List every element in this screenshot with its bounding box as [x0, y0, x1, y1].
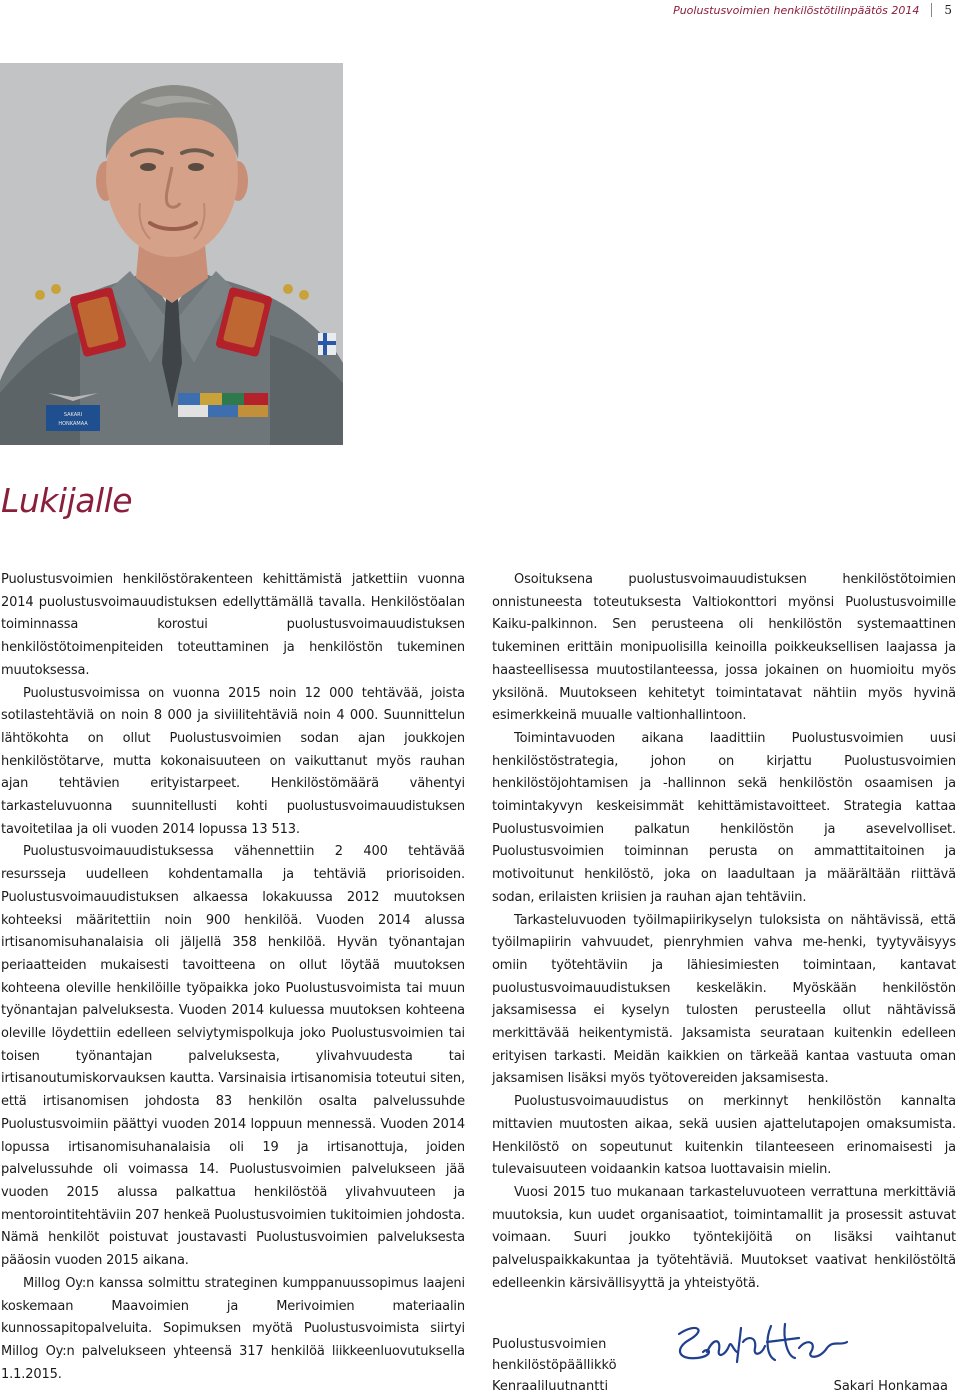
handwritten-signature	[667, 1316, 857, 1376]
paragraph: Vuosi 2015 tuo mukanaan tarkasteluvuoteen verrattuna merkittäviä muutoksia, kun uudet organisaatiot, toimintamallit ja prosessit astuvat voimaan. Suuri joukko työntekijöitä on lisäksi vaihtanut palveluspaikkakuntaa ja työtehtäviä. Muutokset vaativat henkilöstöltä edelleenkin kärsivällisyyttä ja yhteistyötä.	[492, 1184, 956, 1291]
paragraph: Puolustusvoimauudistuksessa vähennettiin 2 400 tehtävää resursseja uudelleen kohdentamalla ja tehtäviä priorisoiden. Puolustusvoimauudistuksen alkaessa lokakuussa 2012 muutoksen kohteeksi määritettiin noin 900 henkilöä. Vuoden 2014 alussa irtisanomisuhanalaisia oli jäljellä 358 henkilöä. Hyvän työnantajan periaatteiden mukaisesti tavoitteena on ollut löytää muutoksen kohteena oleville henkilöille työpaikka joko Puolustusvoimista tai muun työnantajan palveluksesta. Vuoden 2014 kuluessa muutoksen kohteena oleville löydettiin edelleen selviytymispolkuja joko Puolustusvoimien tai toisen työnantajan palveluksesta, ylivahvuudesta tai irtisanoutumiskorvauksen kautta. Varsinaisia irtisanomisia toteutui siten, että irtisanomisen johdosta 83 henkilön osalta palvelussuhde Puolustusvoimiin päättyi vuoden 2014 loppuun mennessä. Vuoden 2014 lopussa irtisanomisuhanalaisia oli 19 ja irtisanottuja, joiden palvelussuhde oli voimassa 14. Puolustusvoimien palvelukseen jää vuoden 2015 alussa palkattua henkilöstöä ylivahvuuteen ja mentorointitehtäviin 207 henkeä Puolustusvoimien tukitoimien johdosta. Nämä henkilöt poistuvat joustavasti Puolustusvoimien palveluksesta pääosin vuoden 2015 aikana.	[1, 844, 465, 1269]
portrait-illustration	[0, 63, 343, 445]
page-title: Lukijalle	[1, 481, 133, 520]
paragraph: Toimintavuoden aikana laadittiin Puolustusvoimien uusi henkilöstöstrategia, johon on kirjattu Puolustusvoimien henkilöstöjohtamisen ja -hallinnon sekä henkilöstön osaamisen ja toimintakyvyn keskeisimmät kehittämistavoitteet. Strategia kattaa Puolustusvoimien palkatun henkilöstön ja asevelvolliset. Puolustusvoimien toiminnan perusta on ammattitaitoinen ja motivoitunut henkilöstö, joka on laadultaan ja määrältään riittävä sodan, erilaisten kriisien ja rauhan ajan tehtäviin.	[492, 730, 956, 905]
signatory-title-line2: henkilöstöpäällikkö	[492, 1358, 617, 1373]
portrait-photo	[0, 63, 343, 445]
page-number: 5	[944, 3, 952, 17]
paragraph: Puolustusvoimissa on vuonna 2015 noin 12 000 tehtävää, joista sotilastehtäviä on noin 8 000 ja siviilitehtäviä noin 4 000. Suunnittelun lähtökohta on ollut Puolustusvoimien sodan ajan joukkojen henkilöstötarve, mutta kokonaisuuteen on vaikuttanut myös rauhan ajan tehtävien erityistarpeet. Henkilöstömäärä vähentyi tarkasteluvuonna suunnitellusti kohti puolustusvoimauudistuksen tavoitetilaa ja oli vuoden 2014 lopussa 13 513.	[1, 685, 465, 837]
paragraph: Puolustusvoimauudistus on merkinnyt henkilöstön kannalta mittavien muutosten aikaa, sekä uusien ajattelutapojen omaksumista. Henkilöstö on sopeutunut kuitenkin tilanteeseen erinomaisesti ja tulevaisuuteen voidaankin katsoa luottavaisin mielin.	[492, 1094, 956, 1178]
left-text-column	[1, 569, 465, 1386]
name-tag-line2: HONKAMAA	[58, 421, 88, 427]
signatory-name: Sakari Honkamaa	[833, 1379, 948, 1394]
signature-block	[492, 1334, 956, 1394]
paragraph: Osoituksena puolustusvoimauudistuksen henkilöstötoimien onnistuneesta toteutuksesta Valtiokonttori myönsi Puolustusvoimille Kaiku-palkinnon. Sen perusteena oli henkilöstön systemaattinen tukeminen erittäin monipuolisilla keinoilla poikkeuksellisen laajassa ja haasteellisessa muutostilanteessa, jossa jokainen on huomioitu myös yksilönä. Muutokseen kehitetyt toimintatavat nähtiin myös hyvinä esimerkkeinä muualle valtionhallintoon.	[492, 572, 956, 724]
paragraph: Millog Oy:n kanssa solmittu strateginen kumppanuussopimus laajeni koskemaan Maavoimien ja Merivoimien materiaalin kunnossapitopalveluita. Sopimuksen myötä Puolustusvoimista siirtyi Millog Oy:n palvelukseen yhteensä 317 henkilöä liikkeenluovutuksella 1.1.2015.	[1, 1275, 465, 1382]
signatory-title-line3: Kenraaliluutnantti	[492, 1379, 609, 1394]
running-header	[673, 3, 952, 17]
right-text-column	[492, 569, 956, 1296]
header-divider	[931, 3, 932, 17]
signatory-title-line1: Puolustusvoimien	[492, 1337, 607, 1352]
running-title: Puolustusvoimien henkilöstötilinpäätös 2014	[673, 3, 920, 17]
paragraph: Tarkasteluvuoden työilmapiirikyselyn tuloksista on nähtävissä, että työilmapiirin vahvuudet, pienryhmien vahva me-henki, tyytyväisyys omiin työtehtäviin ja lähiesimiesten toimintaan, kantavat puolustusvoimauudistuksen keskeläkin. Myöskään henkilöstön jaksamisessa ei kyselyn tulosten perusteella ollut nähtävissä merkittävää heikentymistä. Jaksamista seurataan kuitenkin edelleen erityisen tarkasti. Meidän kaikkien on tärkeää kantaa vastuuta oman jaksamisen lisäksi myös työtovereiden jaksamisesta.	[492, 912, 956, 1087]
paragraph: Puolustusvoimien henkilöstörakenteen kehittämistä jatkettiin vuonna 2014 puolustusvoimauudistuksen edellyttämällä tavalla. Henkilöstöalan toiminnassa korostui puolustusvoimauudistuksen henkilöstötoimenpiteiden toteuttaminen ja henkilöstön tukeminen muutoksessa.	[1, 572, 465, 678]
signatory-title	[492, 1334, 617, 1394]
name-tag-line1: SAKARI	[63, 412, 83, 418]
